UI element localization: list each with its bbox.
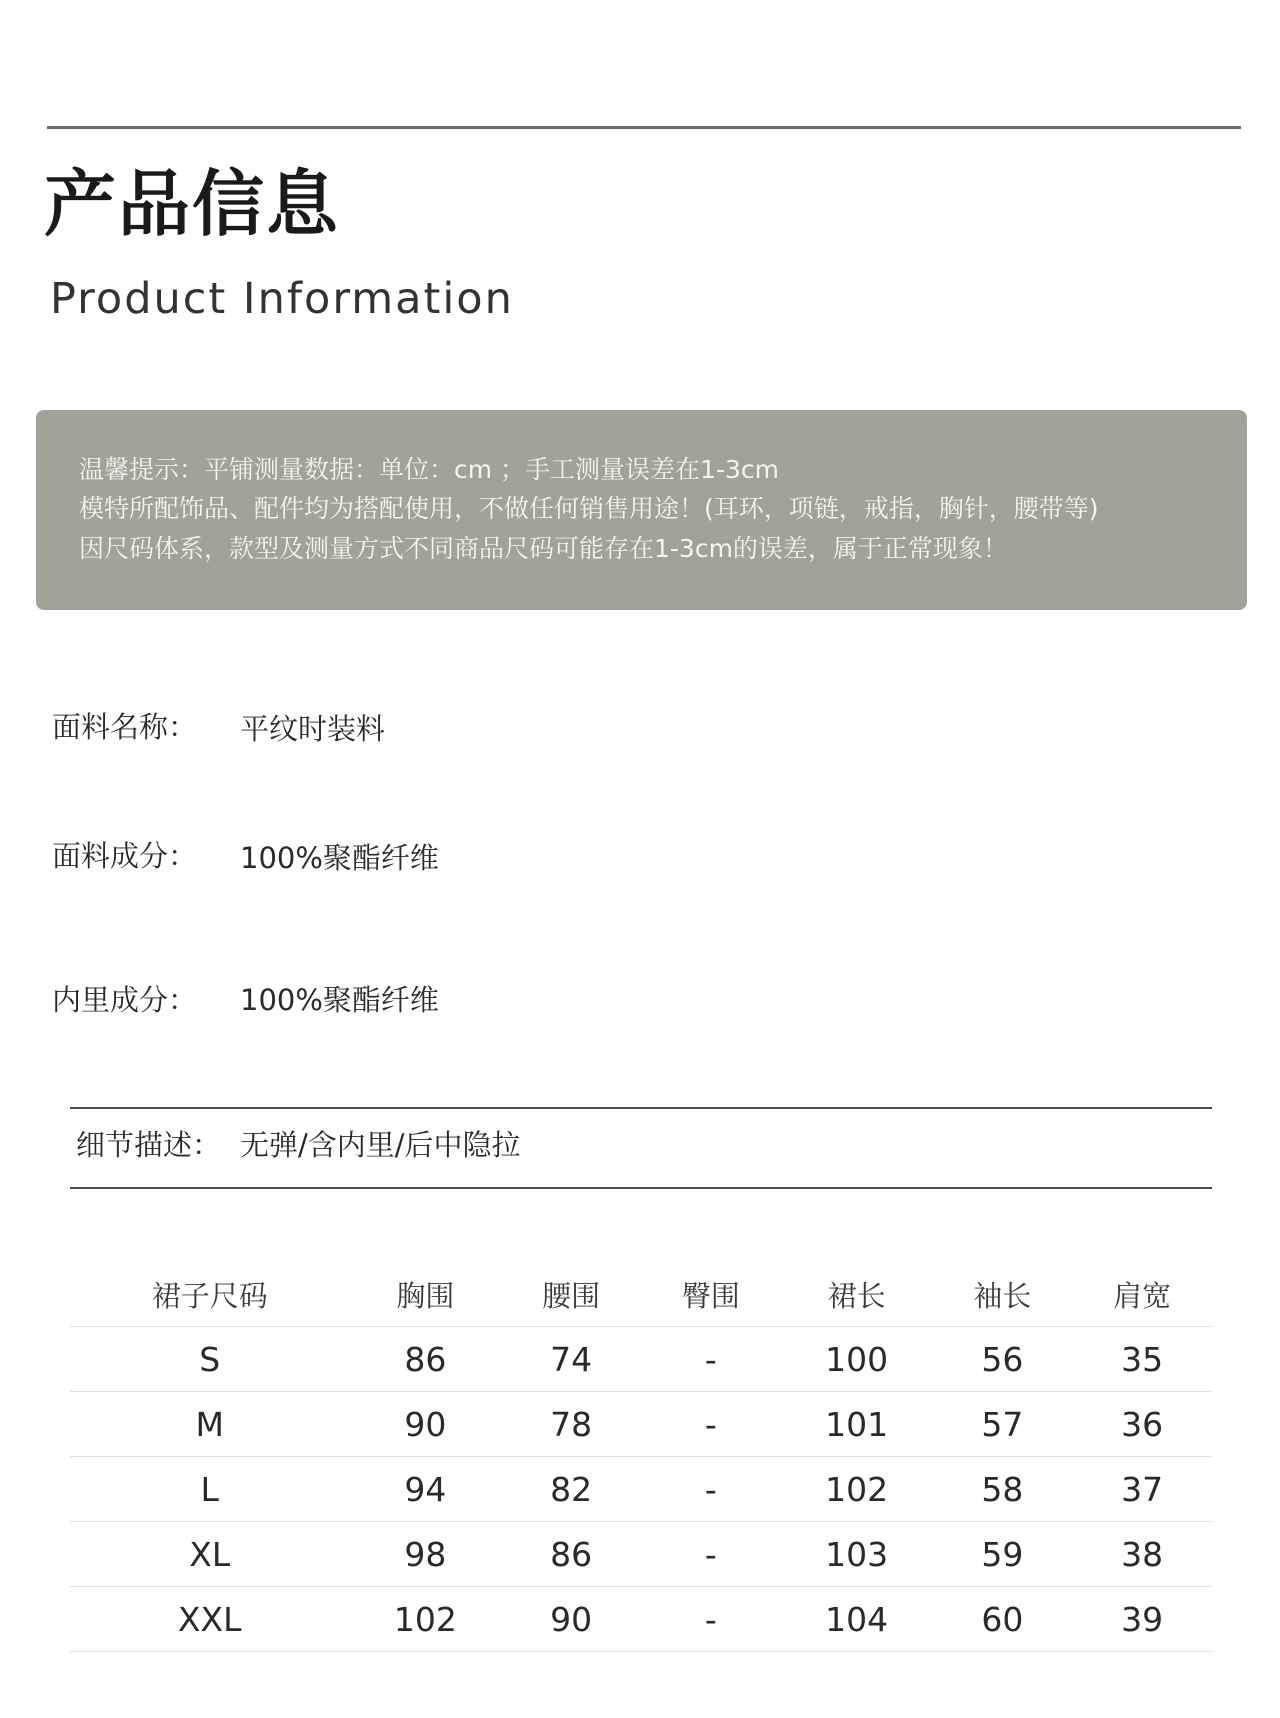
table-cell: 56 <box>932 1327 1072 1392</box>
table-cell: 38 <box>1072 1522 1212 1587</box>
table-cell: 86 <box>501 1522 641 1587</box>
table-cell: 103 <box>781 1522 933 1587</box>
table-cell: 100 <box>781 1327 933 1392</box>
table-header-row <box>70 1262 1212 1327</box>
details-value: 无弹/含内里/后中隐拉 <box>240 1128 521 1162</box>
fabric-name-label: 面料名称： <box>52 710 198 744</box>
table-cell: 39 <box>1072 1587 1212 1652</box>
details-label: 细节描述： <box>76 1128 222 1162</box>
lining-composition-label: 内里成分： <box>52 983 198 1017</box>
table-cell: XXL <box>70 1587 349 1652</box>
table-cell: 57 <box>932 1392 1072 1457</box>
table-row <box>70 1587 1212 1652</box>
table-cell: 90 <box>349 1392 501 1457</box>
size-table <box>70 1262 1212 1652</box>
table-cell: 101 <box>781 1392 933 1457</box>
column-header: 腰围 <box>501 1262 641 1327</box>
lining-composition-value: 100%聚酯纤维 <box>240 983 439 1017</box>
table-cell: 90 <box>501 1587 641 1652</box>
page-title: 产品信息 <box>44 162 341 246</box>
column-header: 肩宽 <box>1072 1262 1212 1327</box>
table-cell: 104 <box>781 1587 933 1652</box>
table-cell: - <box>641 1392 781 1457</box>
table-row <box>70 1392 1212 1457</box>
table-cell: - <box>641 1457 781 1522</box>
notice-line-1: 温馨提示：平铺测量数据：单位：cm ；手工测量误差在1-3cm <box>79 455 779 484</box>
table-cell: 58 <box>932 1457 1072 1522</box>
column-header: 裙子尺码 <box>70 1262 349 1327</box>
fabric-name-value: 平纹时装料 <box>240 712 386 746</box>
details-bottom-divider <box>70 1187 1212 1189</box>
table-cell: 35 <box>1072 1327 1212 1392</box>
table-cell: 60 <box>932 1587 1072 1652</box>
table-row <box>70 1522 1212 1587</box>
column-header: 胸围 <box>349 1262 501 1327</box>
table-cell: 98 <box>349 1522 501 1587</box>
table-cell: 36 <box>1072 1392 1212 1457</box>
table-cell: XL <box>70 1522 349 1587</box>
table-cell: - <box>641 1522 781 1587</box>
table-row <box>70 1457 1212 1522</box>
table-cell: L <box>70 1457 349 1522</box>
table-cell: - <box>641 1327 781 1392</box>
notice-line-2: 模特所配饰品、配件均为搭配使用，不做任何销售用途！(耳环，项链，戒指，胸针，腰带等) <box>79 494 1099 523</box>
table-cell: 94 <box>349 1457 501 1522</box>
table-cell: M <box>70 1392 349 1457</box>
top-divider <box>47 126 1241 129</box>
fabric-composition-value: 100%聚酯纤维 <box>240 841 439 875</box>
table-cell: 102 <box>349 1587 501 1652</box>
table-cell: S <box>70 1327 349 1392</box>
table-cell: 86 <box>349 1327 501 1392</box>
table-cell: 82 <box>501 1457 641 1522</box>
page-subtitle: Product Information <box>50 274 514 324</box>
table-cell: 74 <box>501 1327 641 1392</box>
column-header: 裙长 <box>781 1262 933 1327</box>
table-cell: 59 <box>932 1522 1072 1587</box>
table-row <box>70 1327 1212 1392</box>
details-top-divider <box>70 1107 1212 1109</box>
table-cell: 78 <box>501 1392 641 1457</box>
table-cell: - <box>641 1587 781 1652</box>
fabric-composition-label: 面料成分： <box>52 839 198 873</box>
column-header: 臀围 <box>641 1262 781 1327</box>
column-header: 袖长 <box>932 1262 1072 1327</box>
table-cell: 102 <box>781 1457 933 1522</box>
notice-line-3: 因尺码体系，款型及测量方式不同商品尺码可能存在1-3cm的误差，属于正常现象！ <box>79 534 1008 563</box>
table-cell: 37 <box>1072 1457 1212 1522</box>
